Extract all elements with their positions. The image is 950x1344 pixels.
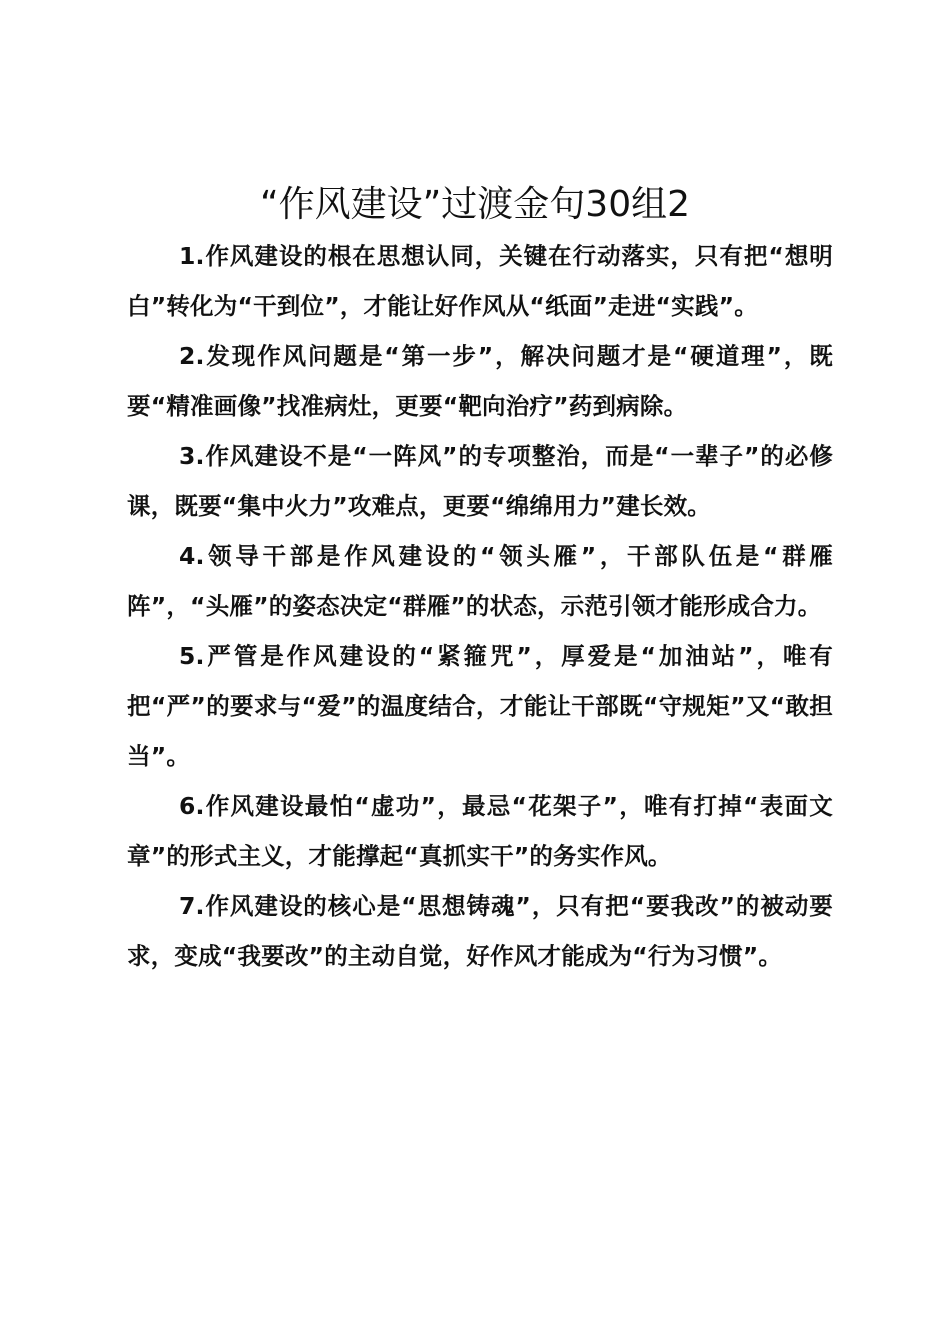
paragraph-4: 4.领导干部是作风建设的“领头雁”，干部队伍是“群雁阵”，“头雁”的姿态决定“群雁”的状态，示范引领才能形成合力。: [127, 542, 833, 620]
paragraph-3: 3.作风建设不是“一阵风”的专项整治，而是“一辈子”的必修课，既要“集中火力”攻难点，更要“绵绵用力”建长效。: [127, 442, 833, 520]
paragraph-1: 1.作风建设的根在思想认同，关键在行动落实，只有把“想明白”转化为“干到位”，才能让好作风从“纸面”走进“实践”。: [127, 242, 833, 320]
document-title: “作风建设”过渡金句30组2: [259, 184, 690, 225]
paragraph-6: 6.作风建设最怕“虚功”，最忌“花架子”，唯有打掉“表面文章”的形式主义，才能撑起“真抓实干”的务实作风。: [127, 792, 833, 870]
document-body: [127, 231, 833, 981]
paragraph-2: 2.发现作风问题是“第一步”，解决问题才是“硬道理”，既要“精准画像”找准病灶，更要“靶向治疗”药到病除。: [127, 342, 833, 420]
paragraph-7: 7.作风建设的核心是“思想铸魂”，只有把“要我改”的被动要求，变成“我要改”的主动自觉，好作风才能成为“行为习惯”。: [127, 892, 833, 970]
paragraph-5: 5.严管是作风建设的“紧箍咒”，厚爱是“加油站”，唯有把“严”的要求与“爱”的温度结合，才能让干部既“守规矩”又“敢担当”。: [127, 642, 833, 770]
